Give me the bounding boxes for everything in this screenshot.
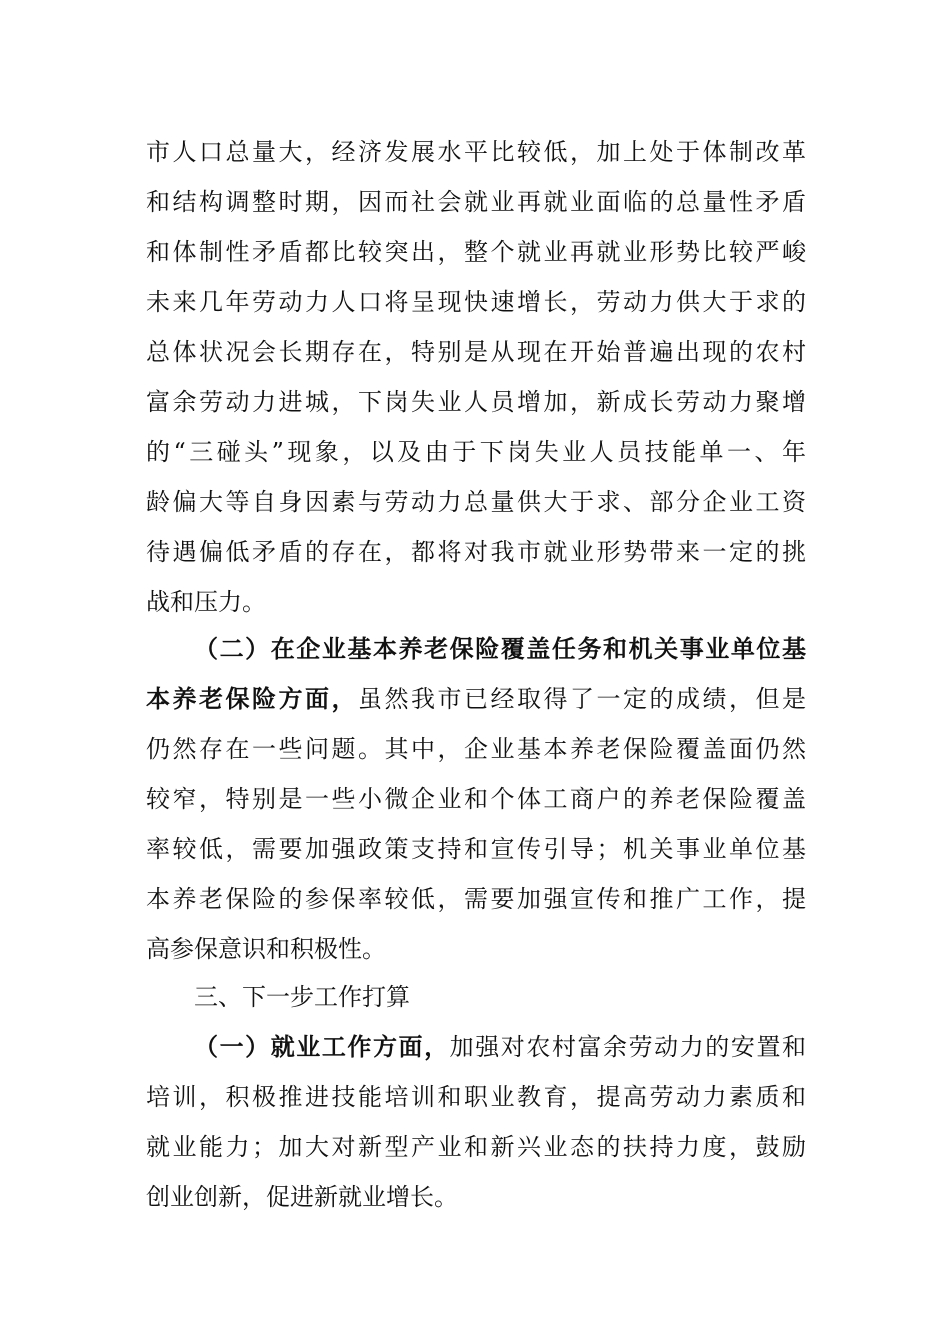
text-line: 战和压力。: [146, 588, 266, 616]
section-heading-block: [146, 972, 806, 1022]
text-line: 创业创新，促进新就业增长。: [146, 1183, 458, 1211]
text-line: 就业能力；加大对新型产业和新兴业态的扶持力度，鼓励: [146, 1133, 806, 1161]
text-fragment: 虽然我市已经取得了一定的成绩，但是: [358, 685, 806, 713]
text-line: 待遇偏低矛盾的存在，都将对我市就业形势带来一定的挑: [146, 538, 806, 566]
text-line: [146, 674, 806, 724]
text-line: 和体制性矛盾都比较突出，整个就业再就业形势比较严峻: [146, 238, 806, 266]
bold-subheading: （一）就业工作方面，: [194, 1033, 450, 1061]
bold-subheading: （二）在企业基本养老保险覆盖任务和机关事业单位基: [194, 635, 806, 663]
text-line: 和结构调整时期，因而社会就业再就业面临的总量性矛盾: [146, 188, 806, 216]
text-line: 培训，积极推进技能培训和职业教育，提高劳动力素质和: [146, 1083, 806, 1111]
text-line: 的“三碰头”现象，以及由于下岗失业人员技能单一、年: [146, 438, 806, 466]
paragraph-pension-insurance: [146, 624, 806, 974]
text-line: 总体状况会长期存在，特别是从现在开始普遍出现的农村: [146, 338, 806, 366]
text-line: 较窄，特别是一些小微企业和个体工商户的养老保险覆盖: [146, 785, 806, 813]
text-line: [146, 1022, 806, 1072]
text-line: 率较低，需要加强政策支持和宣传引导；机关事业单位基: [146, 835, 806, 863]
paragraph-employment-plan: [146, 1022, 806, 1222]
text-line: 龄偏大等自身因素与劳动力总量供大于求、部分企业工资: [146, 488, 806, 516]
text-line: 富余劳动力进城，下岗失业人员增加，新成长劳动力聚增: [146, 388, 806, 416]
paragraph-employment-situation: [146, 127, 806, 627]
text-line: 仍然存在一些问题。其中，企业基本养老保险覆盖面仍然: [146, 735, 806, 763]
text-line: 本养老保险的参保率较低，需要加强宣传和推广工作，提: [146, 885, 806, 913]
text-line: 未来几年劳动力人口将呈现快速增长，劳动力供大于求的: [146, 288, 806, 316]
text-fragment: 加强对农村富余劳动力的安置和: [449, 1033, 807, 1061]
section-heading: 三、下一步工作打算: [194, 983, 410, 1011]
text-line: 市人口总量大，经济发展水平比较低，加上处于体制改革: [146, 138, 806, 166]
text-line: 高参保意识和积极性。: [146, 935, 386, 963]
bold-subheading-end: 本养老保险方面，: [146, 685, 358, 713]
